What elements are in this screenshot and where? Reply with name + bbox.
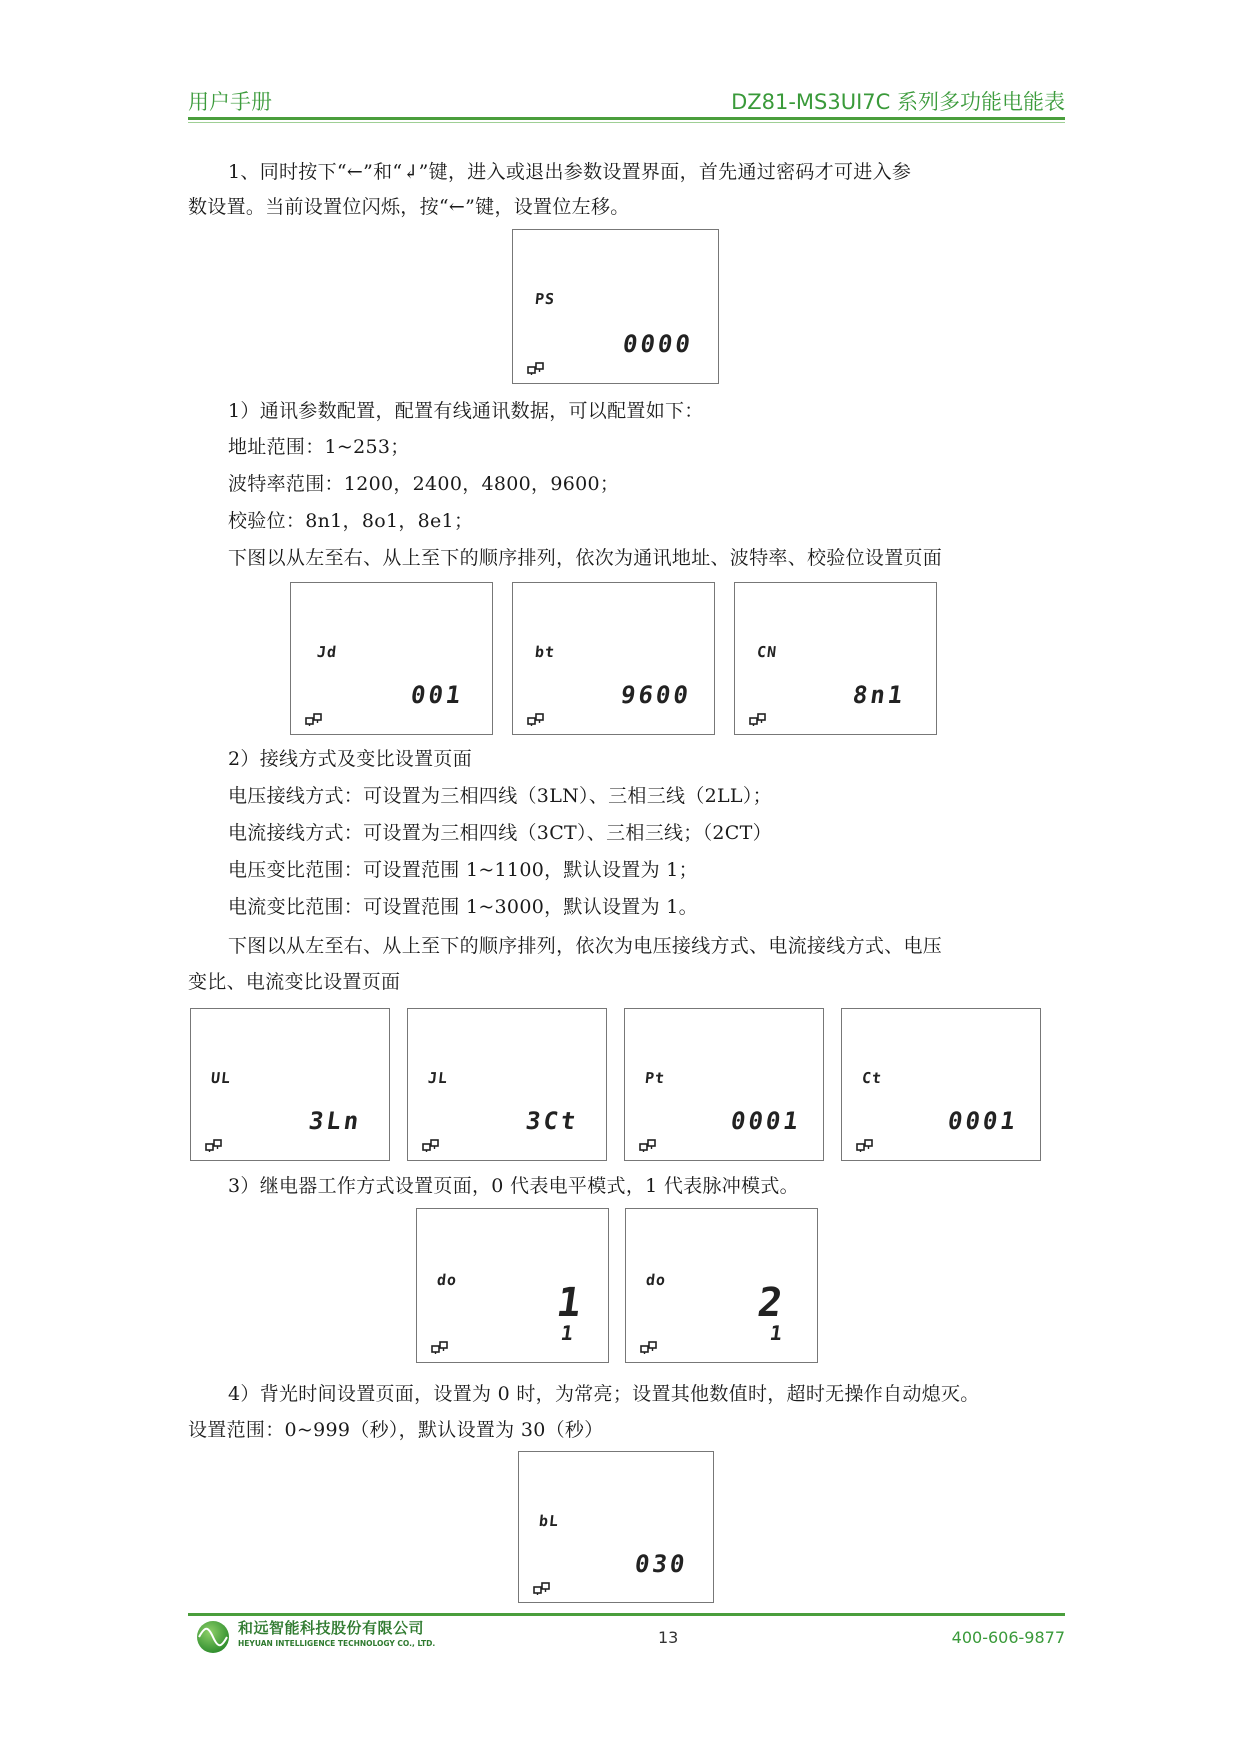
lcd-value: 2 [754,1280,786,1326]
lcd-label: JL [427,1069,450,1087]
lcd-label: Jd [316,643,339,661]
company-name-en: HEYUAN INTELLIGENCE TECHNOLOGY CO., LTD. [238,1639,436,1648]
lcd-subvalue: 1 [559,1321,575,1345]
lcd-current-wiring-screen [407,1008,607,1161]
section3-title: 3）继电器工作方式设置页面，0 代表电平模式，1 代表脉冲模式。 [228,1175,799,1197]
lcd-label: Pt [644,1069,667,1087]
lcd-baud-screen [512,582,715,735]
lcd-value: 030 [633,1550,690,1578]
section1-address-range: 地址范围：1~253； [228,436,410,458]
section4-line-1: 4）背光时间设置页面，设置为 0 时，为常亮；设置其他数值时，超时无操作自动熄灭。 [228,1383,980,1405]
lcd-label: CN [756,643,779,661]
header-product-title: DZ81-MS3UI7C 系列多功能电能表 [731,90,1065,114]
section1-parity: 校验位：8n1，8o1，8e1； [228,510,474,532]
section1-baud-range: 波特率范围：1200，2400，4800，9600； [228,473,620,495]
lcd-value: 0000 [621,330,695,358]
section2-voltage-ratio: 电压变比范围：可设置范围 1~1100，默认设置为 1； [228,859,698,881]
lcd-label: bL [538,1512,561,1530]
footer-divider [188,1613,1065,1616]
communication-icon [431,1341,449,1355]
lcd-label: do [645,1271,668,1289]
section1-caption: 下图以从左至右、从上至下的顺序排列，依次为通讯地址、波特率、校验位设置页面 [228,547,943,569]
lcd-address-screen [290,582,493,735]
lcd-value: 1 [553,1280,585,1326]
lcd-parity-screen [734,582,937,735]
header-divider-thin [188,122,1065,123]
lcd-subvalue: 1 [768,1321,784,1345]
header-divider [188,117,1065,120]
lcd-label: PS [534,290,557,308]
lcd-value: 8n1 [851,681,908,709]
header-manual-title: 用户手册 [188,90,272,114]
intro-line-2: 数设置。当前设置位闪烁，按“←”键，设置位左移。 [188,196,630,218]
lcd-voltage-wiring-screen [190,1008,390,1161]
communication-icon [639,1139,657,1153]
lcd-value: 9600 [619,681,693,709]
lcd-label: bt [534,643,557,661]
lcd-backlight-screen [518,1451,714,1603]
section2-voltage-wiring: 电压接线方式：可设置为三相四线（3LN）、三相三线（2LL）； [228,785,772,807]
lcd-label: Ct [861,1069,884,1087]
intro-line-1: 1、同时按下“←”和“↲”键，进入或退出参数设置界面，首先通过密码才可进入参 [228,161,912,183]
lcd-relay-mode-screen-1 [416,1208,609,1363]
section1-title: 1）通讯参数配置，配置有线通讯数据，可以配置如下： [228,400,704,422]
lcd-label: UL [210,1069,233,1087]
lcd-voltage-ratio-screen [624,1008,824,1161]
section2-title: 2）接线方式及变比设置页面 [228,748,472,770]
lcd-value: 3Ct [524,1107,581,1135]
section4-line-2: 设置范围：0~999（秒），默认设置为 30（秒） [188,1419,604,1441]
communication-icon [205,1139,223,1153]
lcd-value: 0001 [946,1107,1020,1135]
lcd-password-screen [512,229,719,384]
lcd-value: 001 [409,681,466,709]
communication-icon [527,713,545,727]
communication-icon [527,362,545,376]
page-number: 13 [658,1628,679,1647]
lcd-value: 3Ln [307,1107,364,1135]
communication-icon [856,1139,874,1153]
communication-icon [749,713,767,727]
lcd-label: do [436,1271,459,1289]
section2-caption-line-2: 变比、电流变比设置页面 [188,971,401,993]
section2-current-wiring: 电流接线方式：可设置为三相四线（3CT）、三相三线；（2CT） [228,822,772,844]
communication-icon [640,1341,658,1355]
lcd-value: 0001 [729,1107,803,1135]
section2-current-ratio: 电流变比范围：可设置范围 1~3000，默认设置为 1。 [228,896,698,918]
section2-caption-line-1: 下图以从左至右、从上至下的顺序排列，依次为电压接线方式、电流接线方式、电压 [228,935,943,957]
communication-icon [533,1582,551,1596]
communication-icon [305,713,323,727]
company-logo-icon [196,1620,230,1654]
lcd-relay-mode-screen-2 [625,1208,818,1363]
footer-phone: 400-606-9877 [951,1628,1065,1647]
lcd-current-ratio-screen [841,1008,1041,1161]
communication-icon [422,1139,440,1153]
company-name-cn: 和远智能科技股份有限公司 [238,1619,425,1637]
